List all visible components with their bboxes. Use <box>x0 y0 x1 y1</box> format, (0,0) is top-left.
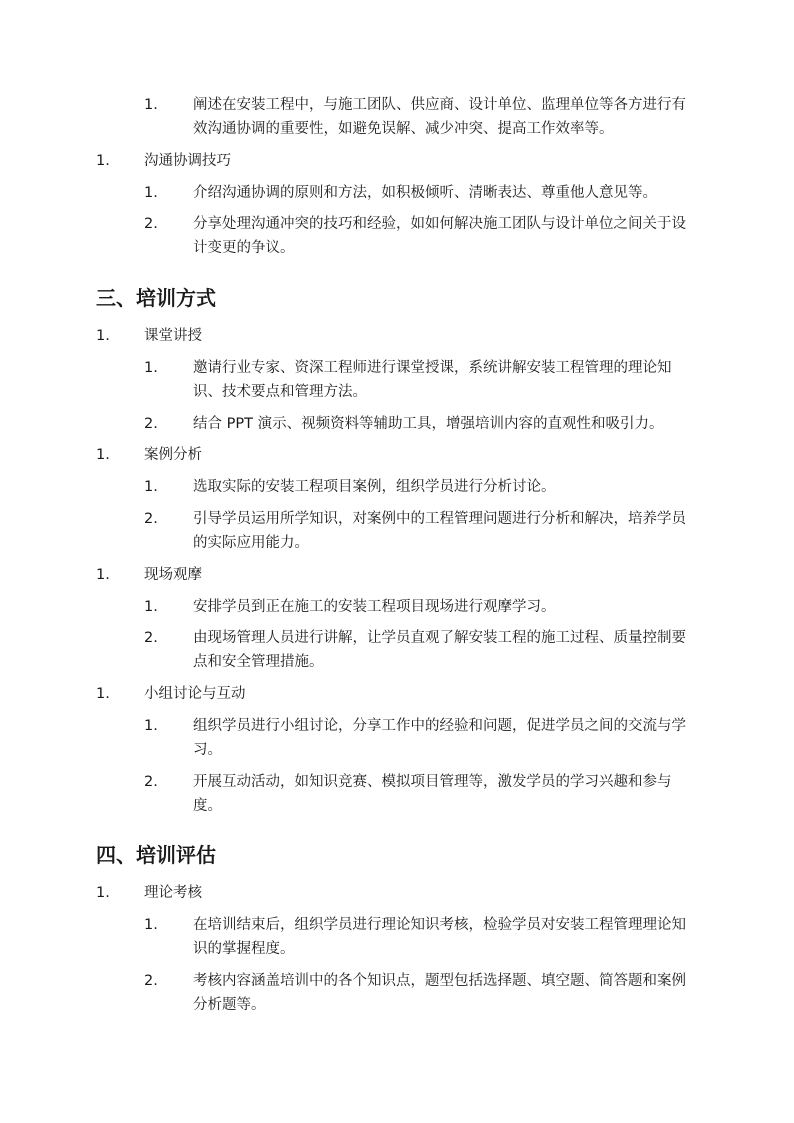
list-item-line: 在培训结束后，组织学员进行理论知识考核，检验学员对安装工程管理理论知 <box>193 917 686 933</box>
list-item-line: 开展互动活动，如知识竞赛、模拟项目管理等，激发学员的学习兴趣和参与 <box>193 774 672 790</box>
section-item-title: 理论考核 <box>144 885 202 901</box>
section-heading: 四、培训评估 <box>96 843 216 867</box>
section-item-title: 沟通协调技巧 <box>144 153 231 169</box>
list-number: 1. <box>144 185 158 201</box>
list-number: 1. <box>96 885 110 901</box>
list-item-line: 邀请行业专家、资深工程师进行课堂授课，系统讲解安装工程管理的理论知 <box>193 360 672 376</box>
list-number: 2. <box>144 216 158 232</box>
section-item-title: 小组讨论与互动 <box>144 686 246 702</box>
list-item-line: 习。 <box>193 742 222 758</box>
list-item-line: 考核内容涵盖培训中的各个知识点，题型包括选择题、填空题、简答题和案例 <box>193 973 686 989</box>
list-item-line: 阐述在安装工程中，与施工团队、供应商、设计单位、监理单位等各方进行有 <box>193 97 686 113</box>
section-item-title: 案例分析 <box>144 447 202 463</box>
list-item-line: 效沟通协调的重要性，如避免误解、减少冲突、提高工作效率等。 <box>193 121 614 137</box>
list-number: 2. <box>144 973 158 989</box>
list-number: 1. <box>144 479 158 495</box>
list-number: 1. <box>144 718 158 734</box>
list-item-line: 的实际应用能力。 <box>193 535 309 551</box>
list-number: 2. <box>144 511 158 527</box>
list-item-line: 识的掌握程度。 <box>193 941 295 957</box>
list-number: 1. <box>96 153 110 169</box>
list-number: 1. <box>96 567 110 583</box>
list-item-line: 介绍沟通协调的原则和方法，如积极倾听、清晰表达、尊重他人意见等。 <box>193 185 657 201</box>
list-item-line: 安排学员到正在施工的安装工程项目现场进行观摩学习。 <box>193 599 556 615</box>
list-number: 1. <box>144 97 158 113</box>
list-item-line: 选取实际的安装工程项目案例，组织学员进行分析讨论。 <box>193 479 556 495</box>
list-number: 1. <box>144 599 158 615</box>
list-item-line: 分析题等。 <box>193 997 266 1013</box>
list-number: 2. <box>144 774 158 790</box>
list-number: 1. <box>144 360 158 376</box>
section-item-title: 现场观摩 <box>144 567 202 583</box>
list-item-line: 由现场管理人员进行讲解，让学员直观了解安装工程的施工过程、质量控制要 <box>193 630 686 646</box>
section-heading: 三、培训方式 <box>96 286 216 310</box>
list-item-line: 点和安全管理措施。 <box>193 654 324 670</box>
list-item-line: 分享处理沟通冲突的技巧和经验，如如何解决施工团队与设计单位之间关于设 <box>193 216 686 232</box>
list-item-line: 组织学员进行小组讨论，分享工作中的经验和问题，促进学员之间的交流与学 <box>193 718 686 734</box>
list-item-line: 结合 PPT 演示、视频资料等辅助工具，增强培训内容的直观性和吸引力。 <box>193 416 664 432</box>
list-item-line: 引导学员运用所学知识，对案例中的工程管理问题进行分析和解决，培养学员 <box>193 511 686 527</box>
list-number: 2. <box>144 630 158 646</box>
list-number: 1. <box>96 686 110 702</box>
list-item-line: 识、技术要点和管理方法。 <box>193 384 367 400</box>
list-number: 1. <box>144 917 158 933</box>
section-item-title: 课堂讲授 <box>144 328 202 344</box>
list-item-line: 度。 <box>193 798 222 814</box>
list-number: 1. <box>96 447 110 463</box>
list-item-line: 计变更的争议。 <box>193 240 295 256</box>
list-number: 1. <box>96 328 110 344</box>
list-number: 2. <box>144 416 158 432</box>
